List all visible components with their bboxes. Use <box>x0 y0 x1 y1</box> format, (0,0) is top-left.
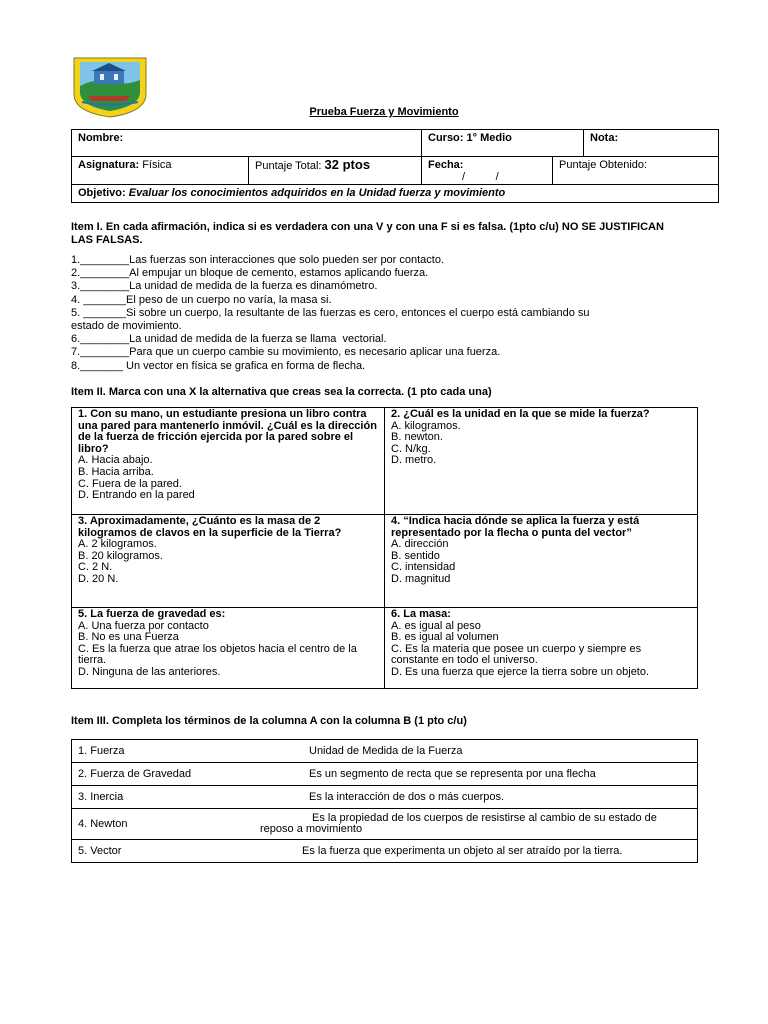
item1-statements <box>71 254 671 373</box>
student-info-table <box>71 129 719 203</box>
statement-5-continued: estado de movimiento. <box>71 320 182 333</box>
statement-4[interactable]: 4. _______El peso de un cuerpo no varía, la masa si. <box>71 293 332 306</box>
column-a-term[interactable]: 5. Vector <box>72 840 255 863</box>
matching-row <box>72 763 698 786</box>
option[interactable]: C. Es la materia que posee un cuerpo y siempre es constante en todo el universo. <box>391 642 642 667</box>
option[interactable]: D. 20 N. <box>78 572 119 585</box>
statement-8[interactable]: 8._______ Un vector en física se grafica en forma de flecha. <box>71 359 366 372</box>
column-a-term[interactable]: 1. Fuerza <box>72 740 255 763</box>
fecha-cell[interactable]: Fecha: / / <box>422 157 553 185</box>
option[interactable]: A. Hacia abajo. <box>78 454 153 467</box>
column-a-term[interactable]: 2. Fuerza de Gravedad <box>72 763 255 786</box>
column-b-definition: Es la interacción de dos o más cuerpos. <box>254 786 698 809</box>
option[interactable]: C. N/kg. <box>391 442 431 455</box>
option[interactable]: A. es igual al peso <box>391 619 481 632</box>
matching-row <box>72 809 698 840</box>
option[interactable]: D. Entrando en la pared <box>78 489 195 502</box>
question-4: 4. “Indica hacia dónde se aplica la fuerza y está representado por la flecha o punta del vector” A. dirección B. sentido C. intensidad D. magnitud <box>385 515 698 608</box>
statement-3[interactable]: 3.________La unidad de medida de la fuerza es dinamómetro. <box>71 280 378 293</box>
statement-5[interactable]: 5. _______Si sobre un cuerpo, la resultante de las fuerzas es cero, entonces el cuerpo está cambiando su <box>71 306 590 319</box>
column-a-term[interactable]: 4. Newton <box>72 809 255 840</box>
option[interactable]: D. magnitud <box>391 572 451 585</box>
question-3: 3. Aproximadamente, ¿Cuánto es la masa de 2 kilogramos de clavos en la superficie de la Tierra? A. 2 kilogramos. B. 20 kilogramos. C. 2 N. D. 20 N. <box>72 515 385 608</box>
exam-title: Prueba Fuerza y Movimiento <box>309 106 459 118</box>
curso-cell: Curso: 1° Medio <box>422 130 584 157</box>
option[interactable]: A. dirección <box>391 538 449 551</box>
question-2: 2. ¿Cuál es la unidad en la que se mide la fuerza? A. kilogramos. B. newton. C. N/kg. D. metro. <box>385 408 698 515</box>
option[interactable]: A. 2 kilogramos. <box>78 538 157 551</box>
option[interactable]: A. kilogramos. <box>391 419 461 432</box>
column-b-definition: Unidad de Medida de la Fuerza <box>254 740 698 763</box>
option[interactable]: D. Ninguna de las anteriores. <box>78 665 221 678</box>
option[interactable]: B. 20 kilogramos. <box>78 549 163 562</box>
asignatura-cell: Asignatura: Física <box>72 157 249 185</box>
question-1: 1. Con su mano, un estudiante presiona un libro contra una pared para mantenerlo inmóvil. ¿Cuál es la dirección de la fuerza de fricción ejercida por la pared sobre el libro? A. Hacia abajo. B. Hacia arriba. C. Fuera de la pared. D. Entrando en la pared <box>72 408 385 515</box>
column-b-definition: Es un segmento de recta que se representa por una flecha <box>254 763 698 786</box>
column-b-definition: Es la propiedad de los cuerpos de resistirse al cambio de su estado de reposo a movimiento <box>254 809 698 840</box>
option[interactable]: B. No es una Fuerza <box>78 631 179 644</box>
option[interactable]: D. metro. <box>391 454 437 467</box>
objetivo-cell: Objetivo: Evaluar los conocimientos adquiridos en la Unidad fuerza y movimiento <box>72 185 719 203</box>
option[interactable]: B. newton. <box>391 431 443 444</box>
option[interactable]: C. intensidad <box>391 561 456 574</box>
matching-row <box>72 740 698 763</box>
option[interactable]: A. Una fuerza por contacto <box>78 619 209 632</box>
puntaje-obtenido-cell[interactable]: Puntaje Obtenido: <box>553 157 719 185</box>
item3-title: Item III. Completa los términos de la columna A con la columna B (1 pto c/u) <box>71 715 467 727</box>
statement-6[interactable]: 6.________La unidad de medida de la fuerza se llama vectorial. <box>71 333 387 346</box>
nombre-cell[interactable]: Nombre: <box>72 130 422 157</box>
item3-matching-table <box>71 739 698 863</box>
item1-title: Item I. En cada afirmación, indica si es verdadera con una V y con una F si es falsa. (1pto c/u) NO SE JUSTIFICAN LAS FALSAS. <box>71 221 664 246</box>
option[interactable]: C. 2 N. <box>78 561 113 574</box>
item2-questions-table <box>71 407 698 689</box>
item2-title: Item II. Marca con una X la alternativa que creas sea la correcta. (1 pto cada una) <box>71 386 492 398</box>
statement-7[interactable]: 7.________Para que un cuerpo cambie su movimiento, es necesario aplicar una fuerza. <box>71 346 501 359</box>
option[interactable]: B. es igual al volumen <box>391 631 499 644</box>
column-a-term[interactable]: 3. Inercia <box>72 786 255 809</box>
option[interactable]: C. Es la fuerza que atrae los objetos hacia el centro de la tierra. <box>78 642 357 667</box>
question-5: 5. La fuerza de gravedad es: A. Una fuerza por contacto B. No es una Fuerza C. Es la fuerza que atrae los objetos hacia el centro de la tierra. D. Ninguna de las anteriores. <box>72 608 385 689</box>
nota-cell[interactable]: Nota: <box>584 130 719 157</box>
column-b-definition: Es la fuerza que experimenta un objeto al ser atraído por la tierra. <box>254 840 698 863</box>
puntaje-total-cell: Puntaje Total: 32 ptos <box>249 157 422 185</box>
statement-2[interactable]: 2.________Al empujar un bloque de cemento, estamos aplicando fuerza. <box>71 267 429 280</box>
option[interactable]: B. Hacia arriba. <box>78 465 154 478</box>
question-6: 6. La masa: A. es igual al peso B. es igual al volumen C. Es la materia que posee un cuerpo y siempre es constante en todo el universo. D. Es una fuerza que ejerce la tierra sobre un objeto. <box>385 608 698 689</box>
statement-1[interactable]: 1.________Las fuerzas son interacciones que solo pueden ser por contacto. <box>71 254 445 266</box>
option[interactable]: C. Fuera de la pared. <box>78 477 182 490</box>
option[interactable]: D. Es una fuerza que ejerce la tierra sobre un objeto. <box>391 665 650 678</box>
matching-row <box>72 840 698 863</box>
matching-row <box>72 786 698 809</box>
option[interactable]: B. sentido <box>391 549 440 562</box>
